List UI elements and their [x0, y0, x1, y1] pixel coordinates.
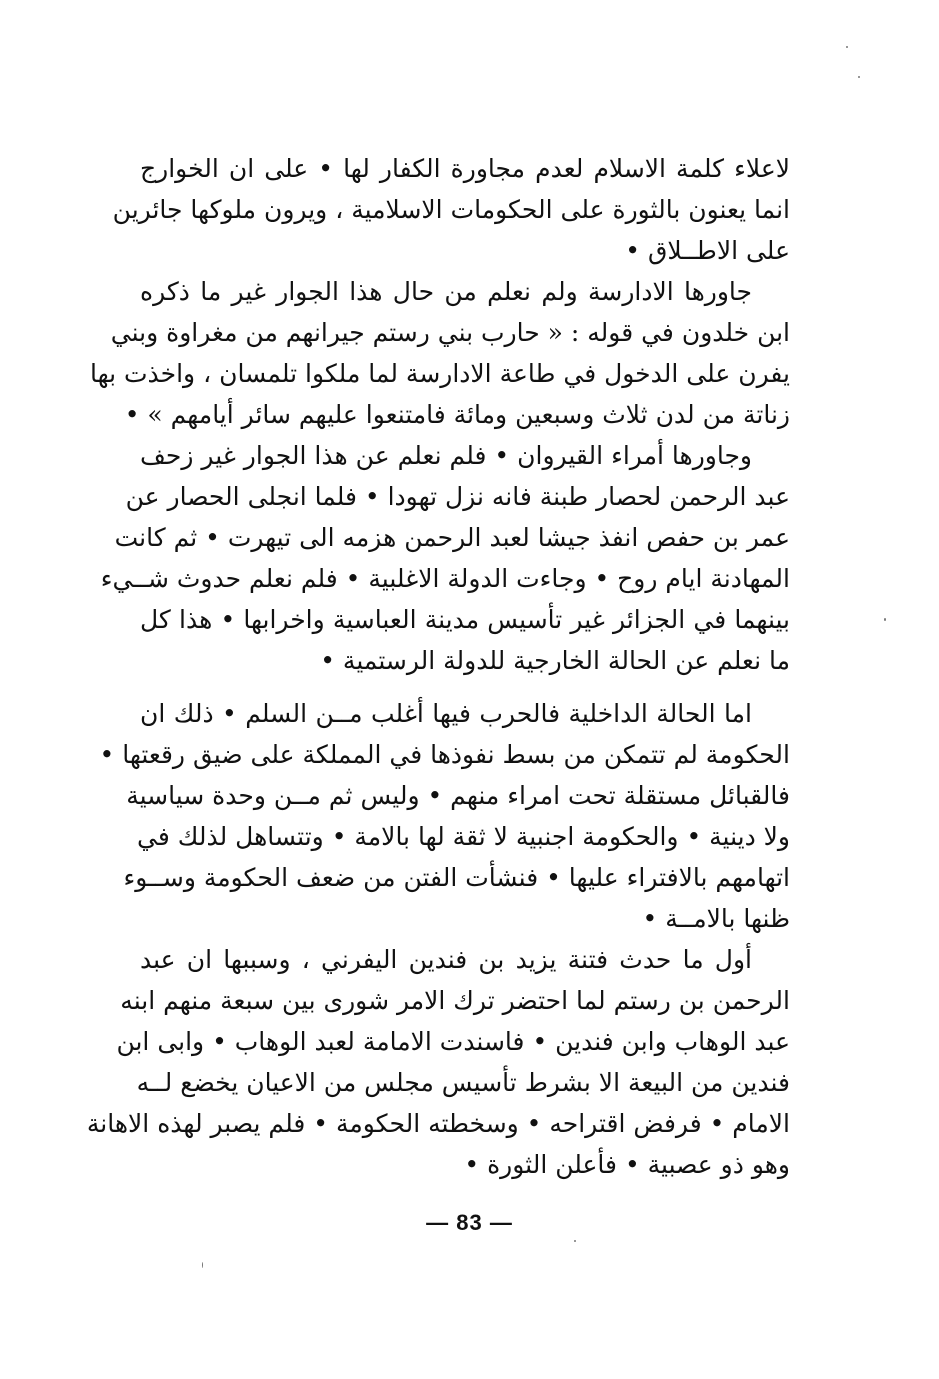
- text-line: زناتة من لدن ثلاث وسبعين ومائة فامتنعوا عليهم سائر أيامهم » •: [124, 400, 790, 429]
- text-line: عبد الوهاب وابن فندين • فاسندت الامامة لعبد الوهاب • وابى ابن: [116, 1027, 790, 1056]
- text-line: فندين من البيعة الا بشرط تأسيس مجلس من الاعيان يخضع لــه: [136, 1068, 790, 1097]
- text-line: يفرن على الدخول في طاعة الادارسة لما ملكوا تلمسان ، واخذت بها: [89, 359, 790, 388]
- text-line: بينهما في الجزائر غير تأسيس مدينة العباسية واخرابها • هذا كل: [140, 605, 790, 634]
- text-line: اتهامهم بالافتراء عليها • فنشأت الفتن من ضعف الحكومة وســوء: [123, 863, 790, 892]
- text-line: ولا دينية • والحكومة اجنبية لا ثقة لها بالامة • وتتساهل لذلك في: [137, 822, 790, 851]
- paragraph-2: [89, 271, 790, 435]
- text-line: الحكومة لم تتمكن من بسط نفوذها في المملكة على ضيق رقعتها •: [99, 740, 790, 769]
- paragraph-5: [86, 939, 790, 1185]
- scan-speck: [846, 46, 848, 48]
- text-line: عبد الرحمن لحصار طبنة فانه نزل تهودا • فلما انجلى الحصار عن: [125, 482, 790, 511]
- text-line: على الاطــلاق •: [625, 236, 790, 265]
- text-line: ما نعلم عن الحالة الخارجية للدولة الرستمية •: [320, 646, 790, 675]
- text-line: الامام • فرفض اقتراحه • وسخطته الحكومة • فلم يصبر لهذه الاهانة: [86, 1109, 790, 1138]
- text-line: أول ما حدث فتنة يزيد بن فندين اليفرني ، وسببها ان عبد: [140, 945, 752, 974]
- paragraph-3: [100, 435, 790, 681]
- text-line: فالقبائل مستقلة تحت امراء منهم • وليس ثم مــن وحدة سياسية: [126, 781, 790, 810]
- scan-speck: [884, 618, 886, 621]
- text-line: وهو ذو عصبية • فأعلن الثورة •: [464, 1150, 790, 1179]
- paragraph-1: [112, 148, 790, 271]
- paragraph-4: [99, 693, 790, 939]
- scan-speck: [574, 1240, 576, 1242]
- text-line: وجاورها أمراء القيروان • فلم نعلم عن هذا الجوار غير زحف: [140, 441, 752, 470]
- text-line: المهادنة ايام روح • وجاءت الدولة الاغلبية • فلم نعلم حدوث شــيء: [100, 564, 790, 593]
- page-number: — 83 —: [426, 1210, 513, 1235]
- text-line: اما الحالة الداخلية فالحرب فيها أغلب مــن السلم • ذلك ان: [140, 699, 752, 728]
- text-line: جاورها الادارسة ولم نعلم من حال هذا الجوار غير ما ذكره: [140, 277, 752, 306]
- body-text: [86, 148, 790, 1185]
- text-line: ظنها بالامــة •: [642, 904, 790, 933]
- scan-speck: [202, 1262, 203, 1268]
- text-line: الرحمن بن رستم لما احتضر ترك الامر شورى بين سبعة منهم ابنه: [120, 986, 790, 1015]
- text-line: ابن خلدون في قوله : « حارب بني رستم جيرانهم من مغراوة وبني: [110, 318, 790, 347]
- text-line: لاعلاء كلمة الاسلام لعدم مجاورة الكفار لها • على ان الخوارج: [140, 154, 790, 183]
- text-line: عمر بن حفص انفذ جيشا لعبد الرحمن هزمه الى تيهرت • ثم كانت: [114, 523, 790, 552]
- text-line: انما يعنون بالثورة على الحكومات الاسلامية ، ويرون ملوكها جائرين: [112, 195, 790, 224]
- scan-speck: [858, 76, 860, 78]
